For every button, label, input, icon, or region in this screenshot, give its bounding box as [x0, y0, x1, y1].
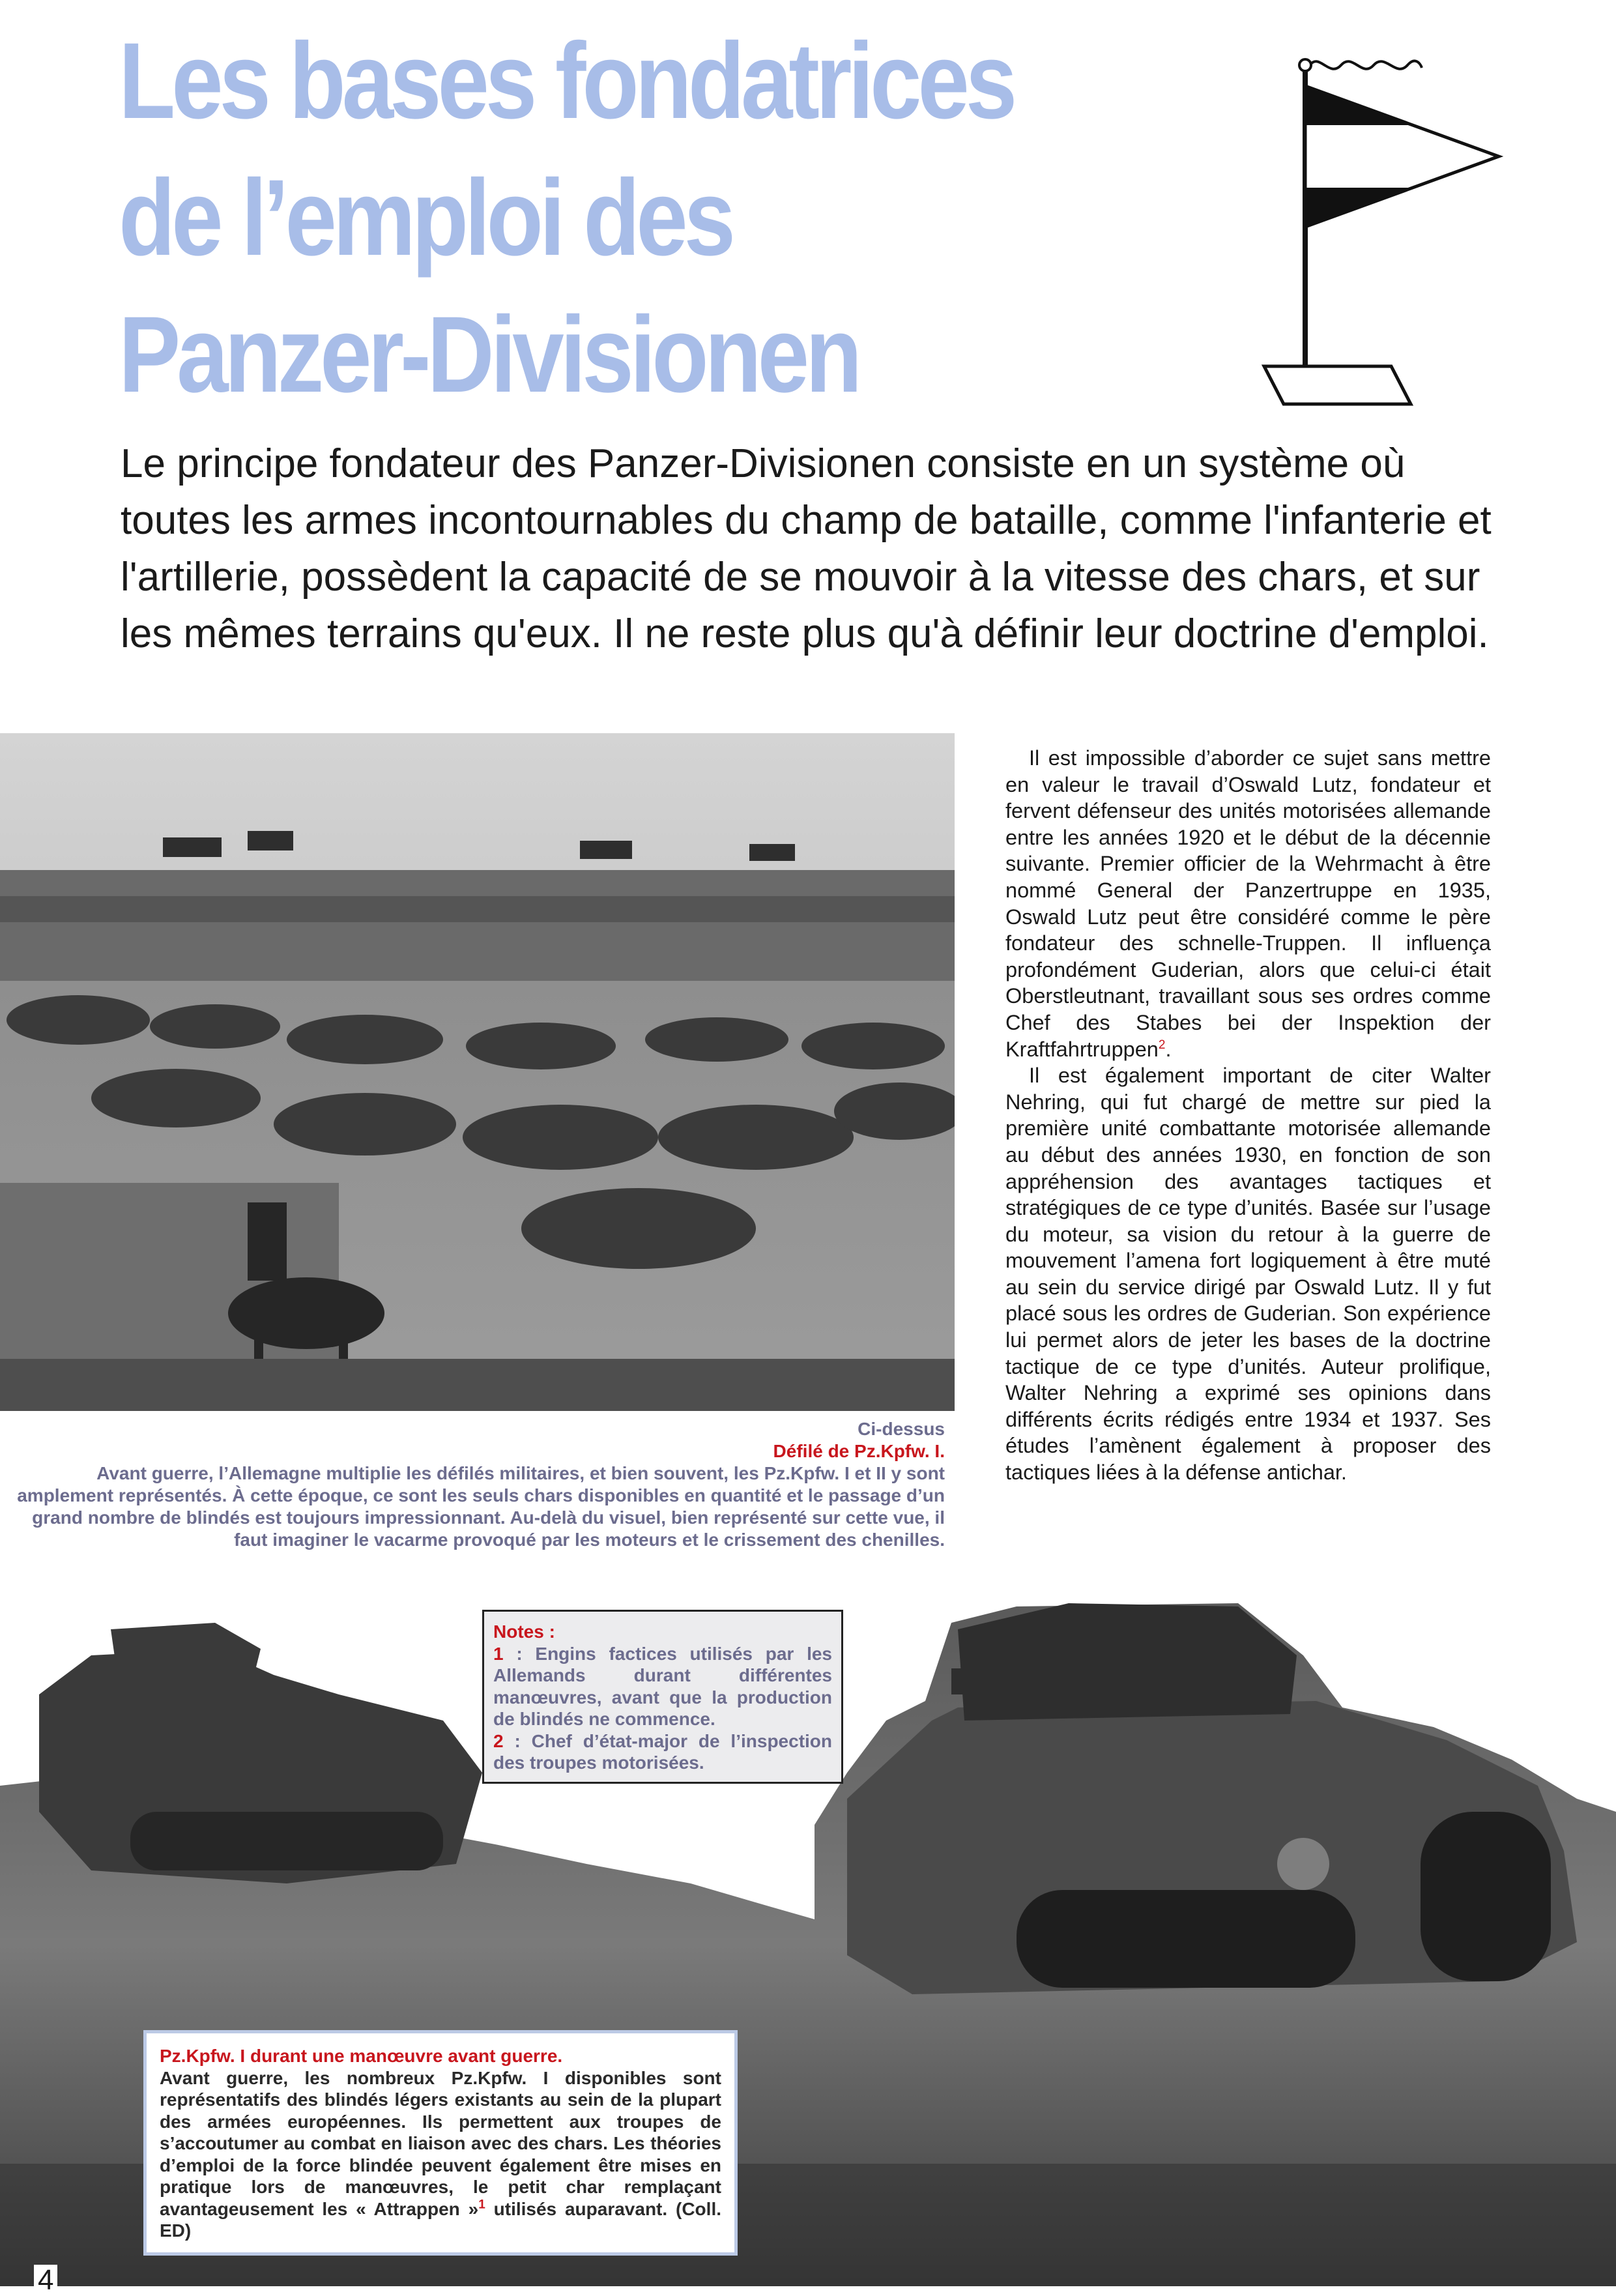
page-title [119, 13, 1015, 424]
parade-photo [0, 733, 955, 1411]
notes-box [482, 1610, 843, 1784]
title-line-2: de l’emploi des [119, 158, 732, 278]
body-paragraph-1 [1005, 745, 1491, 1062]
note-2 [493, 1730, 832, 1774]
note-1-text: : Engins factices utilisés par les Allemands durant différentes manœuvres, avant que la production de blindés ne commence. [493, 1643, 832, 1729]
parade-caption [13, 1418, 945, 1551]
manoeuvre-caption-body [160, 2067, 721, 2242]
note-1 [493, 1643, 832, 1730]
title-line-1: Les bases fondatrices [119, 21, 1014, 141]
caption-text: Avant guerre, l’Allemagne multiplie les défilés militaires, et bien souvent, les Pz.Kpfw. I et II y sont amplement représentés. À cette époque, ce sont les seuls chars disponibles en quantité et le passage d’un grand nombre de blindés est toujours impressionnant. Au-delà du visuel, bien représenté sur cette vue, il faut imaginer le vacarme provoqué par les moteurs et le crissement des chenilles. [17, 1463, 945, 1550]
note-2-number: 2 [493, 1730, 504, 1751]
footnote-ref-1: 1 [478, 2198, 485, 2212]
note-2-text: : Chef d’état-major de l’inspection des troupes motorisées. [493, 1730, 832, 1773]
lead-paragraph: Le principe fondateur des Panzer-Divisionen consiste en un système où toutes les armes incontournables du champ de bataille, comme l'infanterie et l'artillerie, possèdent la capacité de se mouvoir à la vitesse des chars, et sur les mêmes terrains qu'eux. Il ne reste plus qu'à définir leur doctrine d'emploi. [121, 441, 1492, 656]
caption-title: Défilé de Pz.Kpfw. I. [773, 1441, 945, 1461]
body-paragraph-1-text: Il est impossible d’aborder ce sujet sans mettre en valeur le travail d’Oswald Lutz, fondateur et fervent défenseur des unités motorisées allemande entre les années 1920 et le début de la décennie suivante. Premier officier de la Wehrmacht à être nommé General der Panzertruppe en 1935, Oswald Lutz peut être considéré comme le père fondateur des schnelle-Truppen. Il influença profondément Guderian, alors que celui-ci était Oberstleutnant, travaillant sous ses ordres comme Chef des Stabes bei der Inspektion der Kraftfahrtruppen [1005, 746, 1491, 1061]
manoeuvre-caption-text: Avant guerre, les nombreux Pz.Kpfw. I disponibles sont représentatifs des blindés légers existants au sein de la plupart des armées européennes. Ils permettent aux troupes de s’accoutumer au combat en liaison avec des chars. Les théories d’emploi de la force blindée peuvent également être mises en pratique lors de manœuvres, le petit char remplaçant avantageusement les « Attrappen » [160, 2067, 721, 2219]
body-column [1005, 745, 1491, 1486]
body-paragraph-2: Il est également important de citer Walter Nehring, qui fut chargé de mettre sur pied la première unité combattante motorisée allemande au début des années 1930, en fonction de son appréhension des avantages tactiques et stratégiques de ce type d’unités. Basée sur l’usage du moteur, sa vision du retour à la guerre de mouvement l’amena fort logiquement à être muté au sein du service dirigé par Oswald Lutz. Il y fut placé sous les ordres de Guderian. Son expérience lui permet alors de jeter les bases de la doctrine tactique de ce type d’unités. Auteur prolifique, Walter Nehring a exprimé ses opinions dans différents écrits rédigés entre 1934 et 1937. Ses études l’amènent également à proposer des tactiques liées à la défense antichar. [1005, 1064, 1491, 1485]
manoeuvre-caption [143, 2030, 738, 2256]
footnote-ref-2: 2 [1158, 1038, 1166, 1052]
manoeuvre-caption-end: utilisés auparavant. (Coll. ED) [160, 2198, 722, 2241]
tactical-pennant-icon [1232, 52, 1505, 417]
body-paragraph-1-end: . [1165, 1037, 1172, 1061]
title-line-3: Panzer-Divisionen [119, 295, 859, 415]
note-1-number: 1 [493, 1643, 504, 1664]
notes-heading: Notes : [493, 1621, 555, 1642]
manoeuvre-caption-title: Pz.Kpfw. I durant une manœuvre avant guerre. [160, 2046, 563, 2066]
page-number: 4 [34, 2265, 57, 2296]
caption-kicker: Ci-dessus [858, 1419, 945, 1439]
